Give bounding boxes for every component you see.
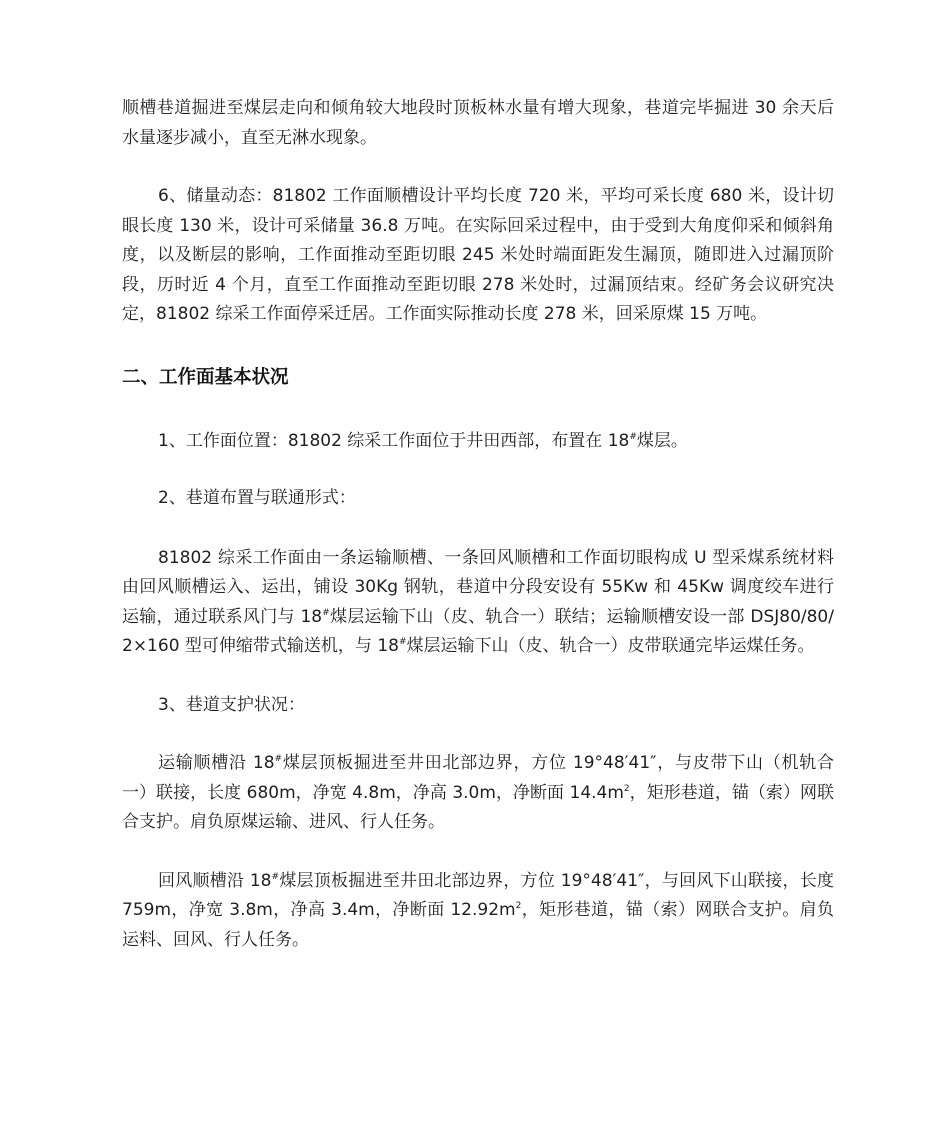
superscript: 2: [515, 901, 522, 911]
paragraph-support-title: 3、巷道支护状况：: [158, 694, 305, 715]
paragraph-roadway-layout: [122, 544, 834, 662]
paragraph-roadway-layout-title: 2、巷道布置与联通形式：: [158, 488, 356, 508]
text-run: 煤层运输下山（皮、轨合一）皮带联通完毕运煤任务。: [406, 636, 815, 656]
superscript: #: [398, 637, 407, 647]
paragraph-reserve-dynamics: 6、储量动态：81802 工作面顺槽设计平均长度 720 米，平均可采长度 680 米，设计切眼长度 130 米，设计可采储量 36.8 万吨。在实际回采过程中，由于受到大角度仰采和倾斜角度，以及断层的影响，工作面推动至距切眼 245 米处时端面距发生漏顶，随即进入过漏顶阶段，历时近 4 个月，直至工作面推动至距切眼 278 米处时，过漏顶结束。经矿务会议研究决定，81802 综采工作面停采迁居。工作面实际推动长度 278 米，回采原煤 15 万吨。: [122, 186, 834, 324]
paragraph-transport-roadway: [122, 749, 834, 838]
text-run: 81802 综采工作面由一条运输顺槽、一条回风顺槽和工作面切眼构成 U 型采煤系统材料由回风顺槽运入、运出，铺设 30Kg 钢轨，巷道中分段安设有 55Kw 和 45Kw 调度绞车进行运输，通过联系风门与 18: [122, 547, 834, 627]
document-page: [122, 94, 834, 955]
section-heading: 二、工作面基本状况: [122, 366, 289, 388]
text-run: 回风顺槽沿 18: [158, 870, 272, 891]
text-run: 煤层运输下山（皮、轨合一）联结；运输顺槽安设一部 DSJ80/80/2×160 型可伸缩带式输送机，与 18: [122, 606, 834, 656]
text-run: 运输顺槽沿 18: [158, 753, 275, 773]
superscript: #: [271, 871, 280, 882]
text-run: 煤层顶板掘进至井田北部边界，方位 19°48′41″，与皮带下山（机轨合一）联接，长度 680m，净宽 4.8m，净高 3.0m，净断面 14.4m: [122, 753, 834, 803]
superscript: #: [274, 754, 283, 764]
superscript: #: [322, 607, 330, 618]
superscript: #: [629, 431, 637, 442]
text-run: ，矩形巷道，锚（索）网联合支护。肩负运料、回风、行人任务。: [122, 900, 835, 950]
paragraph-water-inflow: 顺槽巷道掘进至煤层走向和倾角较大地段时顶板林水量有增大现象，巷道完毕掘进 30 余天后水量逐步减小，直至无淋水现象。: [122, 98, 834, 148]
paragraph-return-air-roadway: [122, 867, 834, 956]
paragraph-face-location: [122, 427, 834, 457]
text-run: 煤层顶板掘进至井田北部边界，方位 19°48′41″，与回风下山联接，长度 759m，净宽 3.8m，净高 3.4m，净断面 12.92m: [122, 870, 834, 920]
superscript: 2: [623, 783, 630, 794]
text-run: 煤层。: [636, 430, 688, 451]
text-run: 1、工作面位置：81802 综采工作面位于井田西部，布置在 18: [158, 430, 630, 451]
text-run: ，矩形巷道，锚（索）网联合支护。肩负原煤运输、进风、行人任务。: [122, 782, 834, 832]
